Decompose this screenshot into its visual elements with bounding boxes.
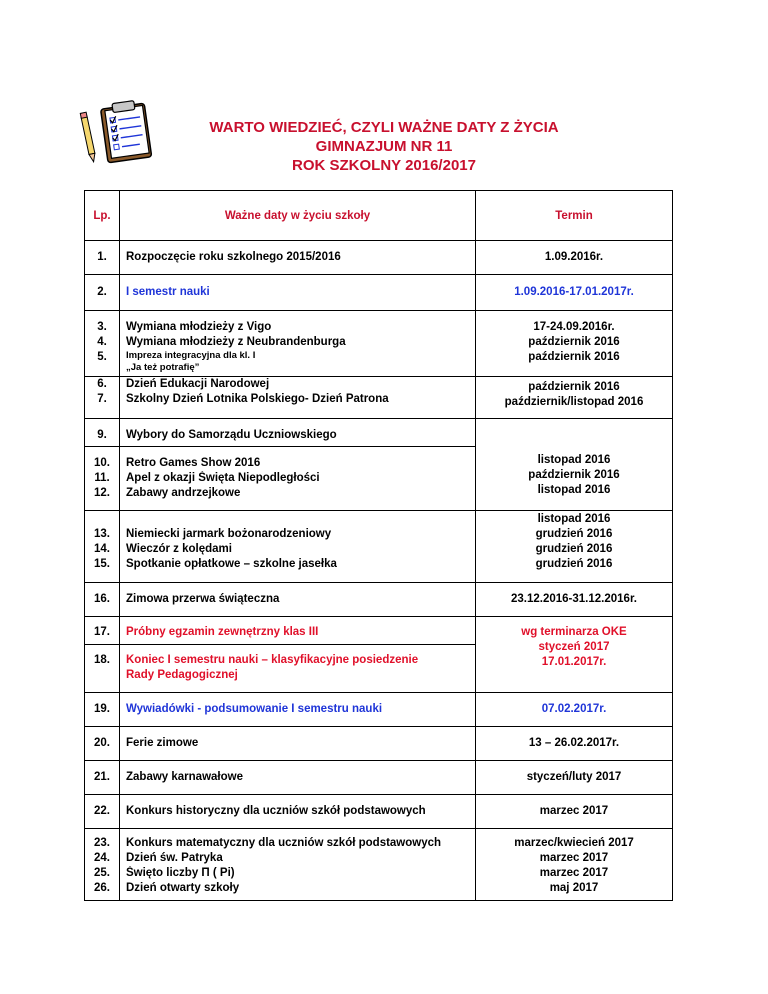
row-term: 17.01.2017r.	[541, 656, 607, 668]
row-name: Zimowa przerwa świąteczna	[126, 593, 280, 605]
document-title	[0, 118, 768, 175]
table-header-row	[85, 191, 673, 241]
row-lp: 4.	[97, 336, 107, 348]
row-term: marzec 2017	[539, 852, 609, 864]
row-name: Rozpoczęcie roku szkolnego 2015/2016	[126, 251, 341, 263]
row-name: Wywiadówki - podsumowanie I semestru nauki	[126, 703, 383, 715]
row-name: Rady Pedagogicznej	[126, 669, 238, 681]
row-term: październik 2016	[528, 381, 620, 393]
row-name: Spotkanie opłatkowe – szkolne jasełka	[126, 558, 337, 570]
row-term: październik 2016	[528, 351, 620, 363]
table-row	[85, 311, 673, 377]
table-row	[85, 241, 673, 275]
row-lp: 16.	[94, 593, 110, 605]
row-name: Zabawy andrzejkowe	[126, 487, 241, 499]
table-row	[85, 795, 673, 829]
row-term: styczeń/luty 2017	[526, 771, 622, 783]
row-term: listopad 2016	[537, 484, 611, 496]
table-row	[85, 583, 673, 617]
row-lp: 6.	[97, 378, 107, 390]
row-lp: 2.	[97, 286, 107, 298]
row-name: „Ja też potrafię”	[126, 362, 200, 373]
row-name: Retro Games Show 2016	[126, 457, 261, 469]
row-lp: 25.	[94, 867, 110, 879]
row-term: 17-24.09.2016r.	[533, 321, 615, 333]
row-lp: 3.	[97, 321, 107, 333]
row-term: grudzień 2016	[535, 528, 613, 540]
row-term: 23.12.2016-31.12.2016r.	[511, 593, 637, 605]
row-name: Święto liczby Π ( Pi)	[126, 867, 235, 879]
row-lp: 26.	[94, 882, 110, 894]
row-name: Wymiana młodzieży z Vigo	[126, 321, 272, 333]
row-lp: 14.	[94, 543, 110, 555]
row-term: marzec/kwiecień 2017	[514, 837, 634, 849]
row-name: Koniec I semestru nauki – klasyfikacyjne posiedzenie	[126, 654, 419, 666]
table-row	[85, 419, 673, 447]
row-name: Dzień otwarty szkoły	[126, 882, 240, 894]
row-name: Konkurs historyczny dla uczniów szkół podstawowych	[126, 805, 426, 817]
row-lp: 9.	[97, 429, 107, 441]
row-lp: 15.	[94, 558, 110, 570]
header-term: Termin	[476, 191, 673, 241]
row-lp: 12.	[94, 487, 110, 499]
row-term: 1.09.2016-17.01.2017r.	[514, 286, 634, 298]
row-term: maj 2017	[549, 882, 599, 894]
row-lp: 10.	[94, 457, 110, 469]
table-row	[85, 727, 673, 761]
row-lp: 18.	[94, 654, 110, 666]
row-lp: 21.	[94, 771, 110, 783]
table-row	[85, 617, 673, 645]
row-lp: 17.	[94, 626, 110, 638]
row-name: Konkurs matematyczny dla uczniów szkół podstawowych	[126, 837, 442, 849]
row-name: Ferie zimowe	[126, 737, 199, 749]
row-name: Szkolny Dzień Lotnika Polskiego- Dzień Patrona	[126, 393, 389, 405]
important-dates-table	[84, 190, 673, 901]
row-term: grudzień 2016	[535, 558, 613, 570]
table-row	[85, 377, 673, 419]
row-term: listopad 2016	[537, 454, 611, 466]
row-term: październik/listopad 2016	[504, 396, 644, 408]
row-name: Impreza integracyjna dla kl. I	[126, 350, 256, 361]
row-term: 13 – 26.02.2017r.	[528, 737, 620, 749]
row-term: marzec 2017	[539, 805, 609, 817]
row-term: październik 2016	[528, 469, 620, 481]
header-lp: Lp.	[85, 191, 120, 241]
table-row	[85, 275, 673, 311]
row-name: Zabawy karnawałowe	[126, 771, 243, 783]
header-name: Ważne daty w życiu szkoły	[120, 191, 476, 241]
row-lp: 20.	[94, 737, 110, 749]
table-row	[85, 511, 673, 583]
row-lp: 19.	[94, 703, 110, 715]
title-line-3: ROK SZKOLNY 2016/2017	[292, 157, 476, 174]
row-term: listopad 2016	[537, 513, 611, 525]
row-term: wg terminarza OKE	[521, 626, 627, 638]
row-name: Wieczór z kolędami	[126, 543, 232, 555]
row-lp: 24.	[94, 852, 110, 864]
table-row	[85, 829, 673, 901]
row-name: Dzień św. Patryka	[126, 852, 223, 864]
row-name: Apel z okazji Święta Niepodległości	[126, 472, 320, 484]
row-lp: 13.	[94, 528, 110, 540]
title-line-2: GIMNAZJUM NR 11	[315, 138, 453, 155]
row-term: 07.02.2017r.	[541, 703, 607, 715]
row-name: Wymiana młodzieży z Neubrandenburga	[126, 336, 346, 348]
row-term: marzec 2017	[539, 867, 609, 879]
row-lp: 1.	[97, 251, 107, 263]
row-name: I semestr nauki	[126, 286, 210, 298]
row-term: grudzień 2016	[535, 543, 613, 555]
row-name: Niemiecki jarmark bożonarodzeniowy	[126, 528, 332, 540]
row-term: 1.09.2016r.	[544, 251, 604, 263]
row-lp: 7.	[97, 393, 107, 405]
row-term: styczeń 2017	[538, 641, 610, 653]
row-lp: 11.	[94, 472, 110, 484]
table-row	[85, 693, 673, 727]
row-lp: 23.	[94, 837, 110, 849]
row-lp: 22.	[94, 805, 110, 817]
row-term: październik 2016	[528, 336, 620, 348]
row-name: Dzień Edukacji Narodowej	[126, 378, 270, 390]
title-line-1: WARTO WIEDZIEĆ, CZYLI WAŻNE DATY Z ŻYCIA	[209, 119, 559, 136]
row-name: Próbny egzamin zewnętrzny klas III	[126, 626, 319, 638]
table-row	[85, 761, 673, 795]
row-lp: 5.	[97, 351, 107, 363]
row-name: Wybory do Samorządu Uczniowskiego	[126, 429, 337, 441]
